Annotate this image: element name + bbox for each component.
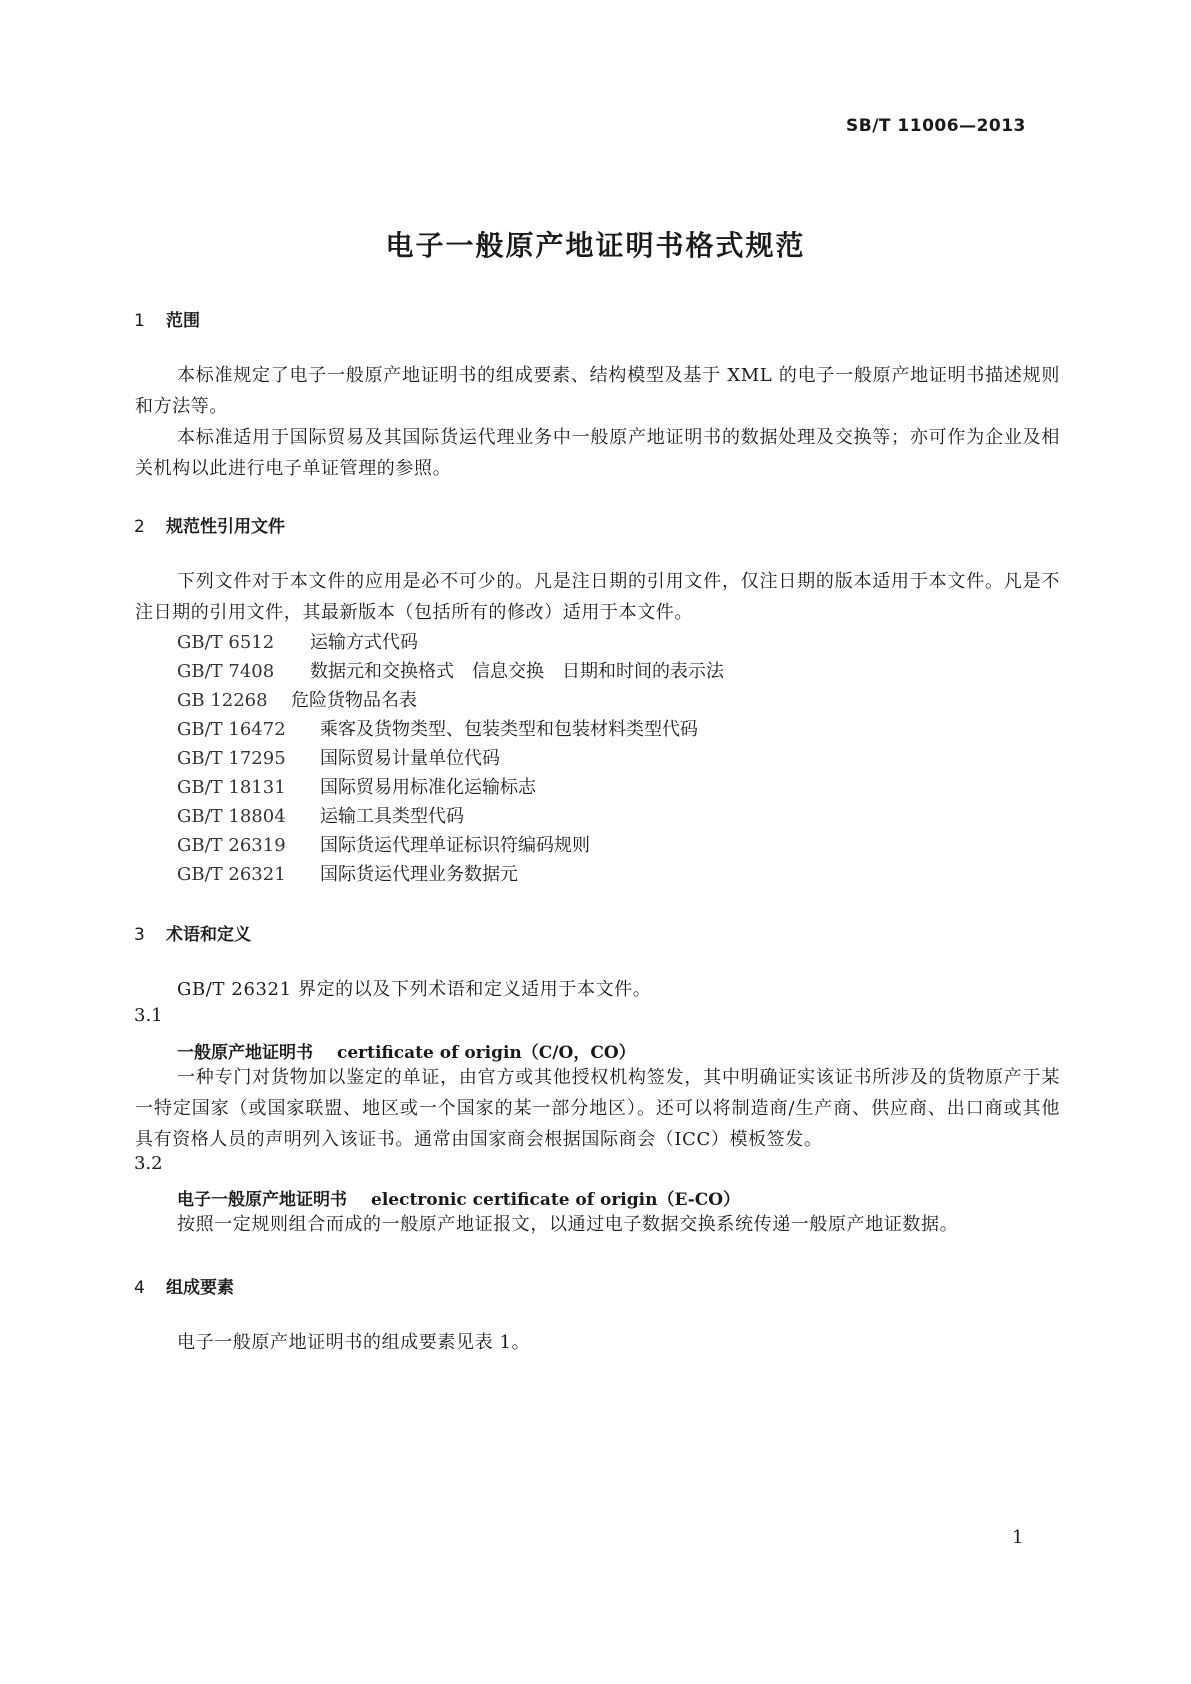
reference-title: 数据元和交换格式 信息交换 日期和时间的表示法 [310,661,724,682]
section-1-paragraph-2: 本标准适用于国际贸易及其国际货运代理业务中一般原产地证明书的数据处理及交换等；亦可作为企业及相关机构以此进行电子单证管理的参照。 [135,427,1060,479]
reference-code: GB/T 16472 [177,719,286,740]
term-en: certificate of origin（C/O，CO） [337,1043,636,1063]
reference-title: 运输工具类型代码 [320,806,464,827]
section-number: 1 [134,311,145,331]
reference-title: 国际贸易计量单位代码 [320,748,500,769]
section-title: 术语和定义 [166,925,251,945]
term-zh: 电子一般原产地证明书 [177,1190,347,1210]
reference-title: 危险货物品名表 [291,690,417,711]
section-4-heading [134,1273,234,1298]
section-number: 4 [134,1278,145,1298]
term-zh: 一般原产地证明书 [177,1043,313,1063]
page-number: 1 [1012,1527,1024,1548]
reference-item [177,773,536,799]
document-title: 电子一般原产地证明书格式规范 [385,229,806,262]
section-number: 3 [134,925,145,945]
reference-item [177,628,418,654]
reference-title: 国际货运代理单证标识符编码规则 [320,835,590,856]
section-1-heading [134,306,200,331]
term-heading [177,1038,636,1063]
section-4-paragraph: 电子一般原产地证明书的组成要素见表 1。 [177,1332,531,1353]
reference-item [177,715,698,741]
reference-code: GB/T 7408 [177,661,275,682]
section-2-intro: 下列文件对于本文件的应用是必不可少的。凡是注日期的引用文件，仅注日期的版本适用于本文件。凡是不注日期的引用文件，其最新版本（包括所有的修改）适用于本文件。 [135,571,1060,623]
clause-number: 3.1 [134,1005,163,1026]
section-title: 规范性引用文件 [166,517,285,537]
reference-item [177,686,417,712]
reference-item [177,831,590,857]
term-definition: 一种专门对货物加以鉴定的单证，由官方或其他授权机构签发，其中明确证实该证书所涉及的货物原产于某一特定国家（或国家联盟、地区或一个国家的某一部分地区）。还可以将制造商/生产商、供应商、出口商或其他具有资格人员的声明列入该证书。通常由国家商会根据国际商会（ICC）模板签发。 [135,1067,1060,1150]
reference-title: 国际货运代理业务数据元 [320,864,518,885]
term-heading [177,1185,740,1210]
reference-title: 运输方式代码 [310,632,418,653]
reference-code: GB/T 17295 [177,748,286,769]
reference-item [177,802,464,828]
standard-code: SB/T 11006—2013 [846,116,1026,136]
reference-code: GB/T 18131 [177,777,286,798]
reference-code: GB 12268 [177,690,268,711]
reference-item [177,744,500,770]
reference-title: 国际贸易用标准化运输标志 [320,777,536,798]
clause-number: 3.2 [134,1153,163,1174]
reference-title: 乘客及货物类型、包装类型和包装材料类型代码 [320,719,698,740]
reference-code: GB/T 18804 [177,806,286,827]
section-1-paragraph-1: 本标准规定了电子一般原产地证明书的组成要素、结构模型及基于 XML 的电子一般原产地证明书描述规则和方法等。 [135,365,1060,417]
section-number: 2 [134,517,145,537]
section-3-heading [134,920,251,945]
reference-code: GB/T 26321 [177,864,286,885]
section-title: 范围 [166,311,200,331]
reference-code: GB/T 26319 [177,835,286,856]
term-definition: 按照一定规则组合而成的一般原产地证报文，以通过电子数据交换系统传递一般原产地证数据。 [177,1214,959,1235]
section-2-heading [134,512,285,537]
section-title: 组成要素 [166,1278,234,1298]
term-en: electronic certificate of origin（E-CO） [371,1190,741,1210]
reference-item [177,860,518,886]
reference-item [177,657,724,683]
reference-code: GB/T 6512 [177,632,275,653]
section-3-intro: GB/T 26321 界定的以及下列术语和定义适用于本文件。 [177,979,652,1000]
